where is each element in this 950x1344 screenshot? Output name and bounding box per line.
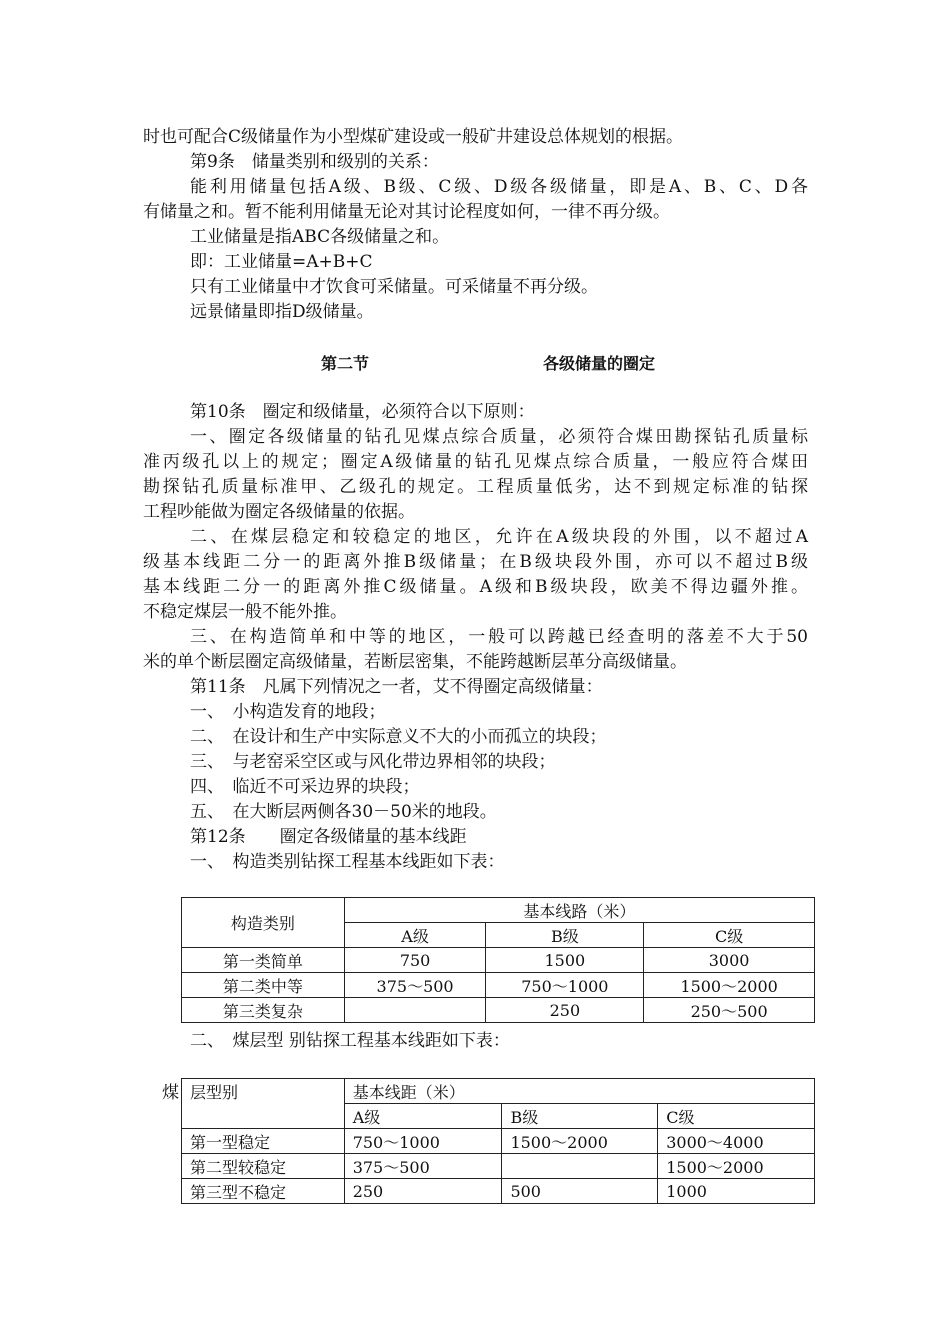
paragraph-line: 三、在构造简单和中等的地区，一般可以跨越已经查明的落差不大于50	[190, 627, 808, 647]
paragraph-line: 米的单个断层圈定高级储量，若断层密集，不能跨越断层革分高级储量。	[143, 652, 687, 672]
table-cell: 750～1000	[344, 1129, 502, 1154]
paragraph-line: 有储量之和。暂不能利用储量无论对其讨论程度如何，一律不再分级。	[143, 202, 670, 222]
table-cell-empty	[182, 1104, 345, 1129]
table-cell: 1500～2000	[502, 1129, 658, 1154]
article-11-heading: 第11条 凡属下列情况之一者，艾不得圈定高级储量：	[190, 677, 603, 697]
paragraph-line: 即：工业储量=A+B+C	[190, 252, 373, 272]
list-item: 二、 煤层型 别钻探工程基本线距如下表：	[190, 1031, 510, 1051]
article-12-heading: 第12条 圈定各级储量的基本线距	[190, 827, 467, 847]
list-item: 一、 构造类别钻探工程基本线距如下表：	[190, 852, 505, 872]
list-item: 二、 在设计和生产中实际意义不大的小而孤立的块段；	[190, 727, 607, 747]
table-row	[182, 1154, 815, 1179]
table-cell: 3000	[644, 948, 815, 973]
table-row	[182, 1129, 815, 1154]
table-row	[182, 1179, 815, 1204]
paragraph-line: 一、圈定各级储量的钻孔见煤点综合质量，必须符合煤田勘探钻孔质量标	[190, 427, 808, 447]
table-cell: 第一类简单	[182, 948, 345, 973]
table-header: B级	[486, 923, 644, 948]
paragraph-line: 只有工业储量中才饮食可采储量。可采储量不再分级。	[190, 277, 598, 297]
seam-spacing-table	[181, 1078, 815, 1204]
table-header: 层型别	[182, 1079, 345, 1104]
table-cell: 第一型稳定	[182, 1129, 345, 1154]
table-cell: 750	[344, 948, 486, 973]
table-cell: 1500～2000	[658, 1154, 815, 1179]
list-item: 一、 小构造发育的地段；	[190, 702, 386, 722]
paragraph-line: 能利用储量包括A级、B级、C级、D级各级储量，即是A、B、C、D各	[190, 177, 808, 197]
list-item: 五、 在大断层两侧各30－50米的地段。	[190, 802, 497, 822]
table-header: C级	[644, 923, 815, 948]
section-number: 第二节	[321, 354, 370, 373]
table-cell: 1500～2000	[644, 973, 815, 998]
table-header: A级	[344, 923, 486, 948]
table-cell: 750～1000	[486, 973, 644, 998]
article-10-heading: 第10条 圈定和级储量，必须符合以下原则：	[190, 402, 535, 422]
table-header: B级	[502, 1104, 658, 1129]
table-cell	[344, 998, 486, 1023]
table-header-overflow: 煤	[162, 1083, 179, 1103]
article-9-heading: 第9条 储量类别和级别的关系：	[190, 152, 439, 172]
paragraph-line: 工业储量是指ABC各级储量之和。	[190, 227, 450, 247]
paragraph-line: 远景储量即指D级储量。	[190, 302, 374, 322]
paragraph-line: 不稳定煤层一般不能外推。	[143, 602, 347, 622]
table-cell: 第三型不稳定	[182, 1179, 345, 1204]
paragraph-line: 工程吵能做为圈定各级储量的依据。	[143, 502, 415, 522]
structure-spacing-table	[181, 897, 815, 1023]
table-cell: 375～500	[344, 973, 486, 998]
table-cell: 1500	[486, 948, 644, 973]
section-title: 各级储量的圈定	[543, 354, 656, 373]
table-cell: 250	[486, 998, 644, 1023]
paragraph-line: 勘探钻孔质量标准甲、乙级孔的规定。工程质量低劣，达不到规定标准的钻探	[143, 477, 808, 497]
table-cell: 第三类复杂	[182, 998, 345, 1023]
table-header: 构造类别	[182, 898, 345, 948]
table-cell: 375～500	[344, 1154, 502, 1179]
table-header: C级	[658, 1104, 815, 1129]
table-cell: 500	[502, 1179, 658, 1204]
table-cell: 第二型较稳定	[182, 1154, 345, 1179]
table-header: A级	[344, 1104, 502, 1129]
table-cell: 第二类中等	[182, 973, 345, 998]
paragraph-line: 基本线距二分一的距离外推C级储量。A级和B级块段，欧美不得边疆外推。	[143, 577, 808, 597]
table-row	[182, 998, 815, 1023]
table-header: 基本线距（米）	[344, 1079, 814, 1104]
table-row	[182, 973, 815, 998]
table-cell: 1000	[658, 1179, 815, 1204]
table-cell	[502, 1154, 658, 1179]
list-item: 三、 与老窑采空区或与风化带边界相邻的块段；	[190, 752, 556, 772]
table-cell: 250	[344, 1179, 502, 1204]
paragraph-line: 级基本线距二分一的距离外推B级储量；在B级块段外围，亦可以不超过B级	[143, 552, 808, 572]
paragraph-line: 二、在煤层稳定和较稳定的地区，允许在A级块段的外围，以不超过A	[190, 527, 808, 547]
paragraph-line: 时也可配合C级储量作为小型煤矿建设或一般矿井建设总体规划的根据。	[143, 127, 684, 147]
list-item: 四、 临近不可采边界的块段；	[190, 777, 420, 797]
table-row	[182, 948, 815, 973]
table-cell: 250～500	[644, 998, 815, 1023]
table-header: 基本线路（米）	[344, 898, 814, 923]
table-cell: 3000～4000	[658, 1129, 815, 1154]
paragraph-line: 准丙级孔以上的规定；圈定A级储量的钻孔见煤点综合质量，一般应符合煤田	[143, 452, 808, 472]
